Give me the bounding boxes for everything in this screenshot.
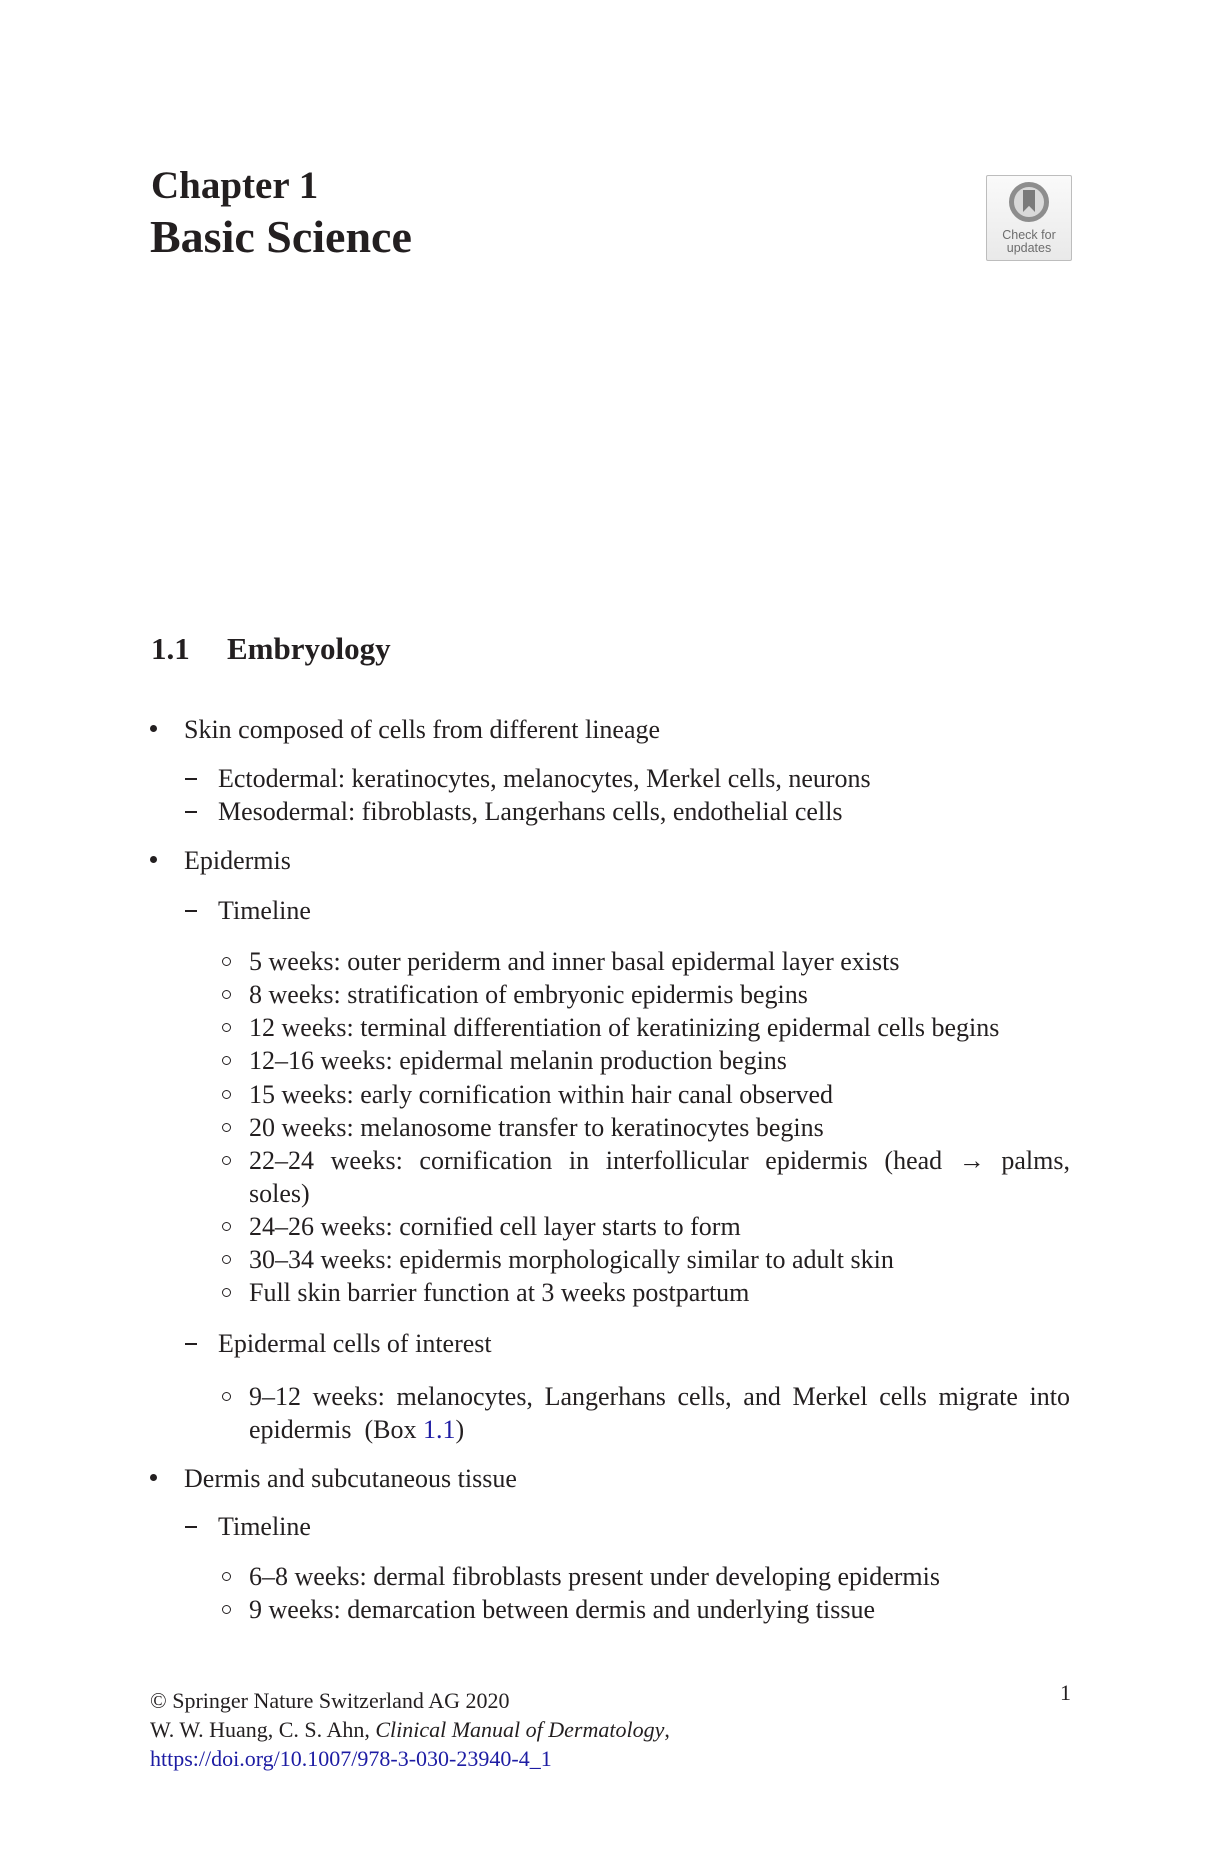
dash-icon [185, 910, 197, 912]
timeline-item: 15 weeks: early cornification within hair canal observed [249, 1080, 834, 1109]
list-item-ectodermal: Ectodermal: keratinocytes, melanocytes, Merkel cells, neurons [218, 764, 871, 793]
bullet-dot-icon [150, 856, 157, 863]
bullet-circle-icon [222, 1288, 231, 1297]
footer-authors: W. W. Huang, C. S. Ahn, [150, 1717, 376, 1742]
list-item-cells-of-interest: Epidermal cells of interest [218, 1329, 492, 1358]
cells-item-suffix: ) [455, 1415, 465, 1444]
bullet-circle-icon [222, 990, 231, 999]
list-item-epidermis-timeline: Timeline [218, 896, 311, 925]
badge-line-1: Check for [1002, 228, 1056, 242]
timeline-item: 6–8 weeks: dermal fibroblasts present under developing epidermis [249, 1562, 940, 1591]
timeline-item: 24–26 weeks: cornified cell layer starts to form [249, 1212, 741, 1241]
footer-copyright: © Springer Nature Switzerland AG 2020 [150, 1688, 510, 1713]
cells-item-prefix: epidermis (Box [249, 1415, 424, 1444]
chapter-label: Chapter 1 [151, 164, 319, 207]
footer-citation [150, 1719, 670, 1741]
footer-authors-suffix: , [664, 1717, 670, 1742]
timeline-item: 12 weeks: terminal differentiation of keratinizing epidermal cells begins [249, 1013, 1000, 1042]
bullet-circle-icon [222, 1392, 231, 1401]
bullet-circle-icon [222, 1023, 231, 1032]
dash-icon [185, 1526, 197, 1528]
list-item-dermis-timeline: Timeline [218, 1512, 311, 1541]
footer-book-title: Clinical Manual of Dermatology [375, 1717, 665, 1742]
badge-line-2: updates [1006, 241, 1052, 255]
timeline-item: 30–34 weeks: epidermis morphologically similar to adult skin [249, 1245, 894, 1274]
timeline-item: 12–16 weeks: epidermal melanin production begins [249, 1046, 787, 1075]
check-for-updates-badge[interactable] [986, 175, 1072, 261]
bullet-dot-icon [150, 725, 157, 732]
dash-icon [185, 1343, 197, 1345]
bullet-circle-icon [222, 1222, 231, 1231]
bookmark-circle-icon [1009, 182, 1049, 222]
dash-icon [185, 811, 197, 813]
box-reference-link[interactable]: 1.1 [423, 1415, 456, 1444]
dash-icon [185, 778, 197, 780]
timeline-item: 22–24 weeks: cornification in interfollicular epidermis (head → palms, [249, 1146, 1070, 1175]
timeline-item: 9 weeks: demarcation between dermis and underlying tissue [249, 1595, 875, 1624]
list-item-dermis: Dermis and subcutaneous tissue [184, 1464, 517, 1493]
cells-item-line-2 [249, 1417, 464, 1443]
bullet-circle-icon [222, 1255, 231, 1264]
timeline-item: 8 weeks: stratification of embryonic epidermis begins [249, 980, 808, 1009]
section-title: Embryology [227, 631, 391, 666]
section-number: 1.1 [151, 631, 190, 666]
list-item-epidermis: Epidermis [184, 846, 291, 875]
bullet-circle-icon [222, 1090, 231, 1099]
timeline-item: 5 weeks: outer periderm and inner basal epidermal layer exists [249, 947, 900, 976]
timeline-item: 20 weeks: melanosome transfer to keratinocytes begins [249, 1113, 824, 1142]
timeline-item-continuation: soles) [249, 1179, 310, 1208]
list-item-mesodermal: Mesodermal: fibroblasts, Langerhans cells, endothelial cells [218, 797, 843, 826]
bullet-circle-icon [222, 1123, 231, 1132]
list-item-skin: Skin composed of cells from different lineage [184, 715, 661, 744]
bullet-circle-icon [222, 1056, 231, 1065]
section-heading [151, 633, 391, 664]
footer-doi-link[interactable]: https://doi.org/10.1007/978-3-030-23940-4_1 [150, 1746, 552, 1771]
bullet-circle-icon [222, 957, 231, 966]
bullet-circle-icon [222, 1605, 231, 1614]
timeline-item: Full skin barrier function at 3 weeks postpartum [249, 1278, 750, 1307]
bullet-dot-icon [150, 1474, 157, 1481]
chapter-title: Basic Science [150, 211, 412, 262]
page-number: 1 [1060, 1680, 1071, 1705]
bullet-circle-icon [222, 1572, 231, 1581]
cells-item-line-1: 9–12 weeks: melanocytes, Langerhans cells, and Merkel cells migrate into [249, 1382, 1070, 1411]
bullet-circle-icon [222, 1156, 231, 1165]
